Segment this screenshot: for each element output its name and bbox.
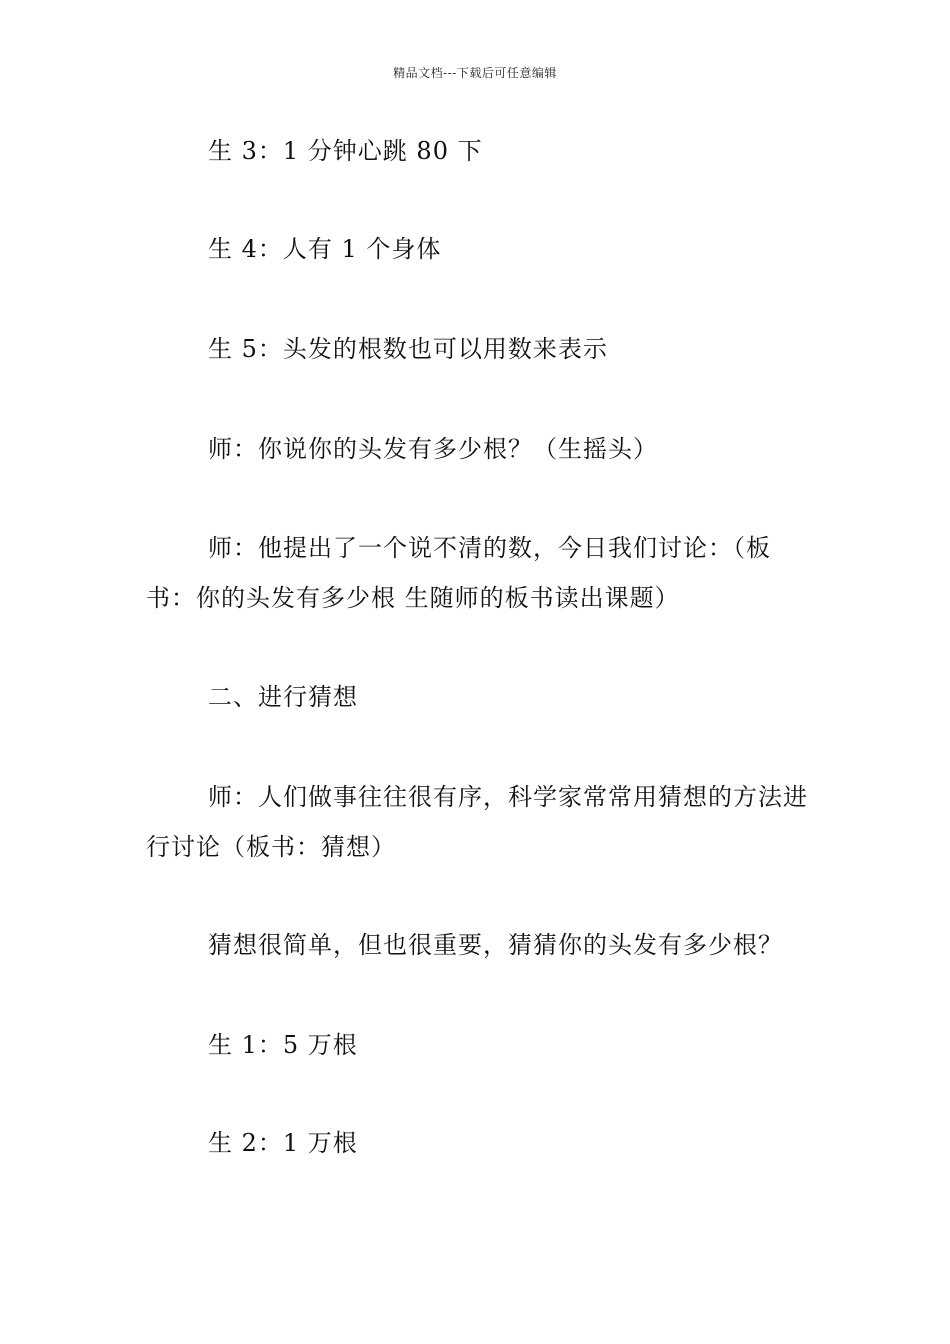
paragraph-student-2: 生 2：1 万根 xyxy=(208,1129,358,1157)
paragraph-teacher-question: 师：你说你的头发有多少根？（生摇头） xyxy=(208,435,658,463)
page-header: 精品文档---下载后可任意编辑 xyxy=(393,66,557,80)
paragraph-student-3: 生 3：1 分钟心跳 80 下 xyxy=(208,137,483,165)
paragraph-student-5: 生 5：头发的根数也可以用数来表示 xyxy=(208,335,608,363)
section-heading-guess: 二、进行猜想 xyxy=(208,683,358,711)
paragraph-guess-prompt: 猜想很简单，但也很重要，猜猜你的头发有多少根？ xyxy=(208,931,783,959)
paragraph-teacher-method: 师：人们做事往往很有序，科学家常常用猜想的方法进行讨论（板书：猜想） xyxy=(146,783,808,861)
paragraph-teacher-topic: 师：他提出了一个说不清的数，今日我们讨论：（板书：你的头发有多少根 生随师的板书读出课题） xyxy=(146,534,771,612)
paragraph-student-1: 生 1：5 万根 xyxy=(208,1031,358,1059)
paragraph-student-4: 生 4：人有 1 个身体 xyxy=(208,235,442,263)
